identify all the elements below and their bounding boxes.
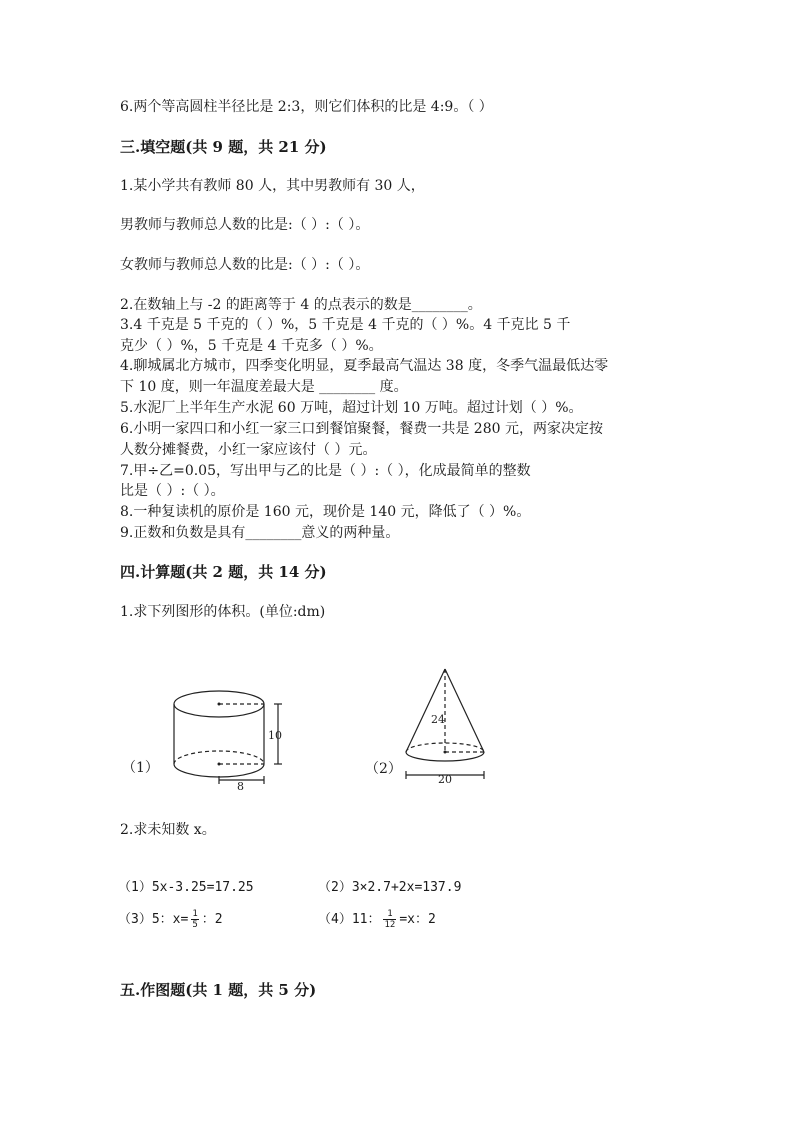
fill-question-8: 8.一种复读机的原价是 160 元，现价是 140 元，降低了（ ）%。 <box>120 504 531 520</box>
section-3-title: 三.填空题(共 9 题，共 21 分) <box>120 138 327 156</box>
fill-question-6-line-1: 6.小明一家四口和小红一家三口到餐馆聚餐，餐费一共是 280 元，两家决定按 <box>120 421 603 437</box>
cone-height-label: 24 <box>431 713 445 726</box>
calc-question-1: 1.求下列图形的体积。(单位:dm) <box>120 604 326 620</box>
cylinder-height-label: 10 <box>268 729 282 742</box>
equation-4-fraction <box>383 909 396 930</box>
equation-2: （2）3×2.7+2x=137.9 <box>318 880 462 895</box>
equation-3-prefix: （3）5：x= <box>118 912 189 927</box>
equation-4-denominator: 12 <box>384 920 396 930</box>
fill-question-1-part-a: 男教师与教师总人数的比是:（ ）:（ ）。 <box>120 217 370 233</box>
fill-question-3-line-2: 克少（ ）%，5 千克是 4 千克多（ ）%。 <box>120 338 383 354</box>
equation-3-numerator: 1 <box>192 909 198 919</box>
fill-question-7-line-1: 7.甲÷乙=0.05，写出甲与乙的比是（ ）:（ ），化成最简单的整数 <box>120 463 531 479</box>
cone-label: （2） <box>365 761 402 777</box>
fill-question-9: 9.正数和负数是具有________意义的两种量。 <box>120 525 400 541</box>
equation-4-numerator: 1 <box>383 909 396 920</box>
judge-question-6: 6.两个等高圆柱半径比是 2:3，则它们体积的比是 4:9。（ ） <box>120 99 493 115</box>
calc-question-2: 2.求未知数 x。 <box>120 822 216 838</box>
fill-question-1-part-b: 女教师与教师总人数的比是:（ ）:（ ）。 <box>120 257 370 273</box>
fill-question-7-line-2: 比是（ ）:（ ）。 <box>120 483 225 499</box>
cylinder-radius-label: 8 <box>237 780 244 793</box>
fill-question-2: 2.在数轴上与 -2 的距离等于 4 的点表示的数是________。 <box>120 297 482 313</box>
fill-question-5: 5.水泥厂上半年生产水泥 60 万吨，超过计划 10 万吨。超过计划（ ）%。 <box>120 400 583 416</box>
cylinder-label: （1） <box>122 760 159 776</box>
equation-4-suffix: =x：2 <box>399 912 436 927</box>
fill-question-4-line-1: 4.聊城属北方城市，四季变化明显，夏季最高气温达 38 度，冬季气温最低达零 <box>120 358 609 374</box>
section-5-title: 五.作图题(共 1 题，共 5 分) <box>120 981 317 999</box>
equation-3-fraction <box>191 909 198 930</box>
section-4-title: 四.计算题(共 2 题，共 14 分) <box>120 563 327 581</box>
cylinder-figure <box>118 680 298 795</box>
fill-question-3-line-1: 3.4 千克是 5 千克的（ ）%，5 千克是 4 千克的（ ）%。4 千克比 5 千 <box>120 317 571 333</box>
equation-4 <box>318 908 436 930</box>
equation-3-denominator: 5 <box>192 920 198 930</box>
equation-3 <box>118 908 223 930</box>
fill-question-6-line-2: 人数分摊餐费，小红一家应该付（ ）元。 <box>120 442 377 458</box>
cone-diameter-label: 20 <box>438 773 452 785</box>
fill-question-1: 1.某小学共有教师 80 人，其中男教师有 30 人， <box>120 178 425 194</box>
cone-figure <box>360 665 500 785</box>
fill-question-4-line-2: 下 10 度，则一年温度差最大是 ________ 度。 <box>120 379 408 395</box>
equation-3-suffix: ：2 <box>201 912 223 927</box>
equation-1: （1）5x-3.25=17.25 <box>118 880 254 895</box>
equation-4-prefix: （4）11： <box>318 912 381 927</box>
